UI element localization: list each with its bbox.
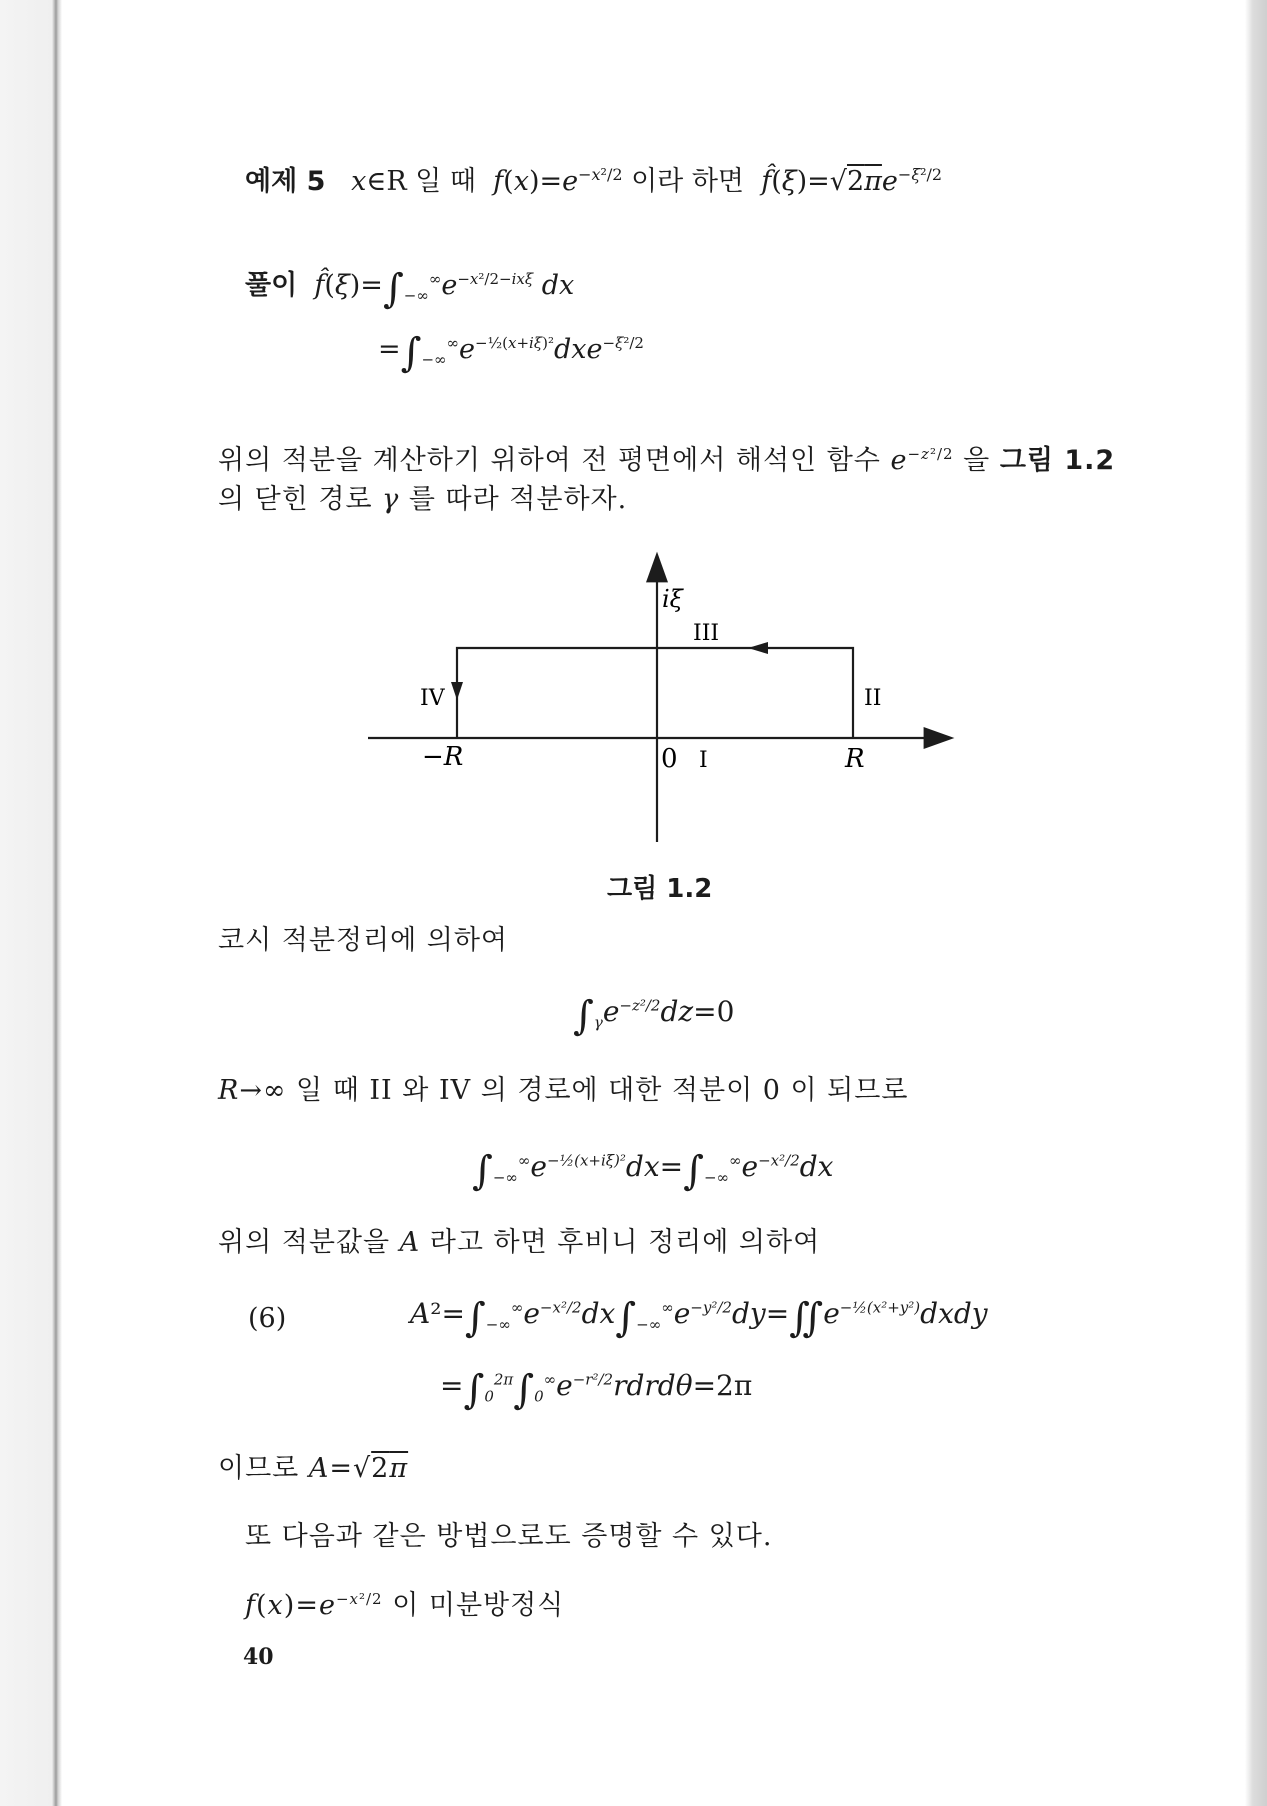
segment-II-label: II <box>864 686 882 711</box>
paragraph7-line: $f(x)=e^{-x^2/2}$ 이 미분방정식 <box>245 1590 565 1621</box>
y-axis-label: iξ <box>662 585 683 613</box>
paragraph1-line2: 의 닫힌 경로 γ 를 따라 적분하자. <box>218 484 628 515</box>
eq6-line2: $=\int_0^{2\pi}\int_0^\infty e^{-r^2/2}rdrd\theta=2\pi$ <box>440 1367 753 1413</box>
eq-cauchy: $\int_\gamma e^{-z^2/2}dz=0$ <box>573 993 735 1039</box>
contour-figure <box>0 0 1267 900</box>
paragraph6: 또 다음과 같은 방법으로도 증명할 수 있다. <box>245 1521 773 1552</box>
segment-I-label: I <box>699 748 708 773</box>
segment-IV-label: IV <box>420 686 445 711</box>
solution-line2: $=\int_{-\infty}^\infty e^{-\frac{1}{2}(x+i\xi)^2}dxe^{-\xi^2/2}$ <box>378 330 644 376</box>
figure-caption: 그림 1.2 <box>607 874 713 904</box>
example-label: 예제 5 <box>245 166 326 197</box>
page-number: 40 <box>243 1644 274 1670</box>
eq6-line1: $A^2=\int_{-\infty}^\infty e^{-x^2/2}dx\int_{-\infty}^\infty e^{-y^2/2}dy=∬e^{-\frac{1}{2}(x^2+y^2)}dxdy$ <box>410 1295 988 1341</box>
eq6-number: (6) <box>248 1303 287 1334</box>
paragraph1-line1: 위의 적분을 계산하기 위하여 전 평면에서 해석인 함수 $e^{-z^2/2}$ 을 그림 1.2 <box>218 445 1116 476</box>
paragraph5-line: 이므로 A=√2π <box>218 1453 409 1484</box>
x-left-label: −R <box>422 742 464 772</box>
solution-label: 풀이 <box>245 270 298 301</box>
segment-III-label: III <box>693 621 720 646</box>
arrow-segment-III <box>748 642 768 654</box>
x-right-label: R <box>845 744 865 774</box>
paragraph2: 코시 적분정리에 의하여 <box>218 925 508 956</box>
contour-path <box>457 648 853 738</box>
paragraph3-line: R→∞ 일 때 II 와 IV 의 경로에 대한 적분이 0 이 되므로 <box>218 1075 909 1106</box>
arrow-segment-IV <box>451 682 463 700</box>
origin-label: 0 <box>661 744 678 774</box>
figure-reference: 그림 1.2 <box>999 445 1116 476</box>
example-line: 예제 5 x∈R 일 때 $f(x)=e^{-x^2/2}$ 이라 하면 $f̂(\xi)=√2\pi e^{-\xi^2/2}$ <box>245 165 943 197</box>
paragraph4-line: 위의 적분값을 A 라고 하면 후비니 정리에 의하여 <box>218 1227 821 1258</box>
solution-line1: 풀이 $f̂(\xi)=\int_{-\infty}^\infty e^{-x^2/2-ix\xi}$ dx <box>245 266 575 312</box>
eq-limit: $\int_{-\infty}^\infty e^{-\frac{1}{2}(x+i\xi)^2}dx=\int_{-\infty}^\infty e^{-x^2/2}dx$ <box>472 1148 834 1194</box>
